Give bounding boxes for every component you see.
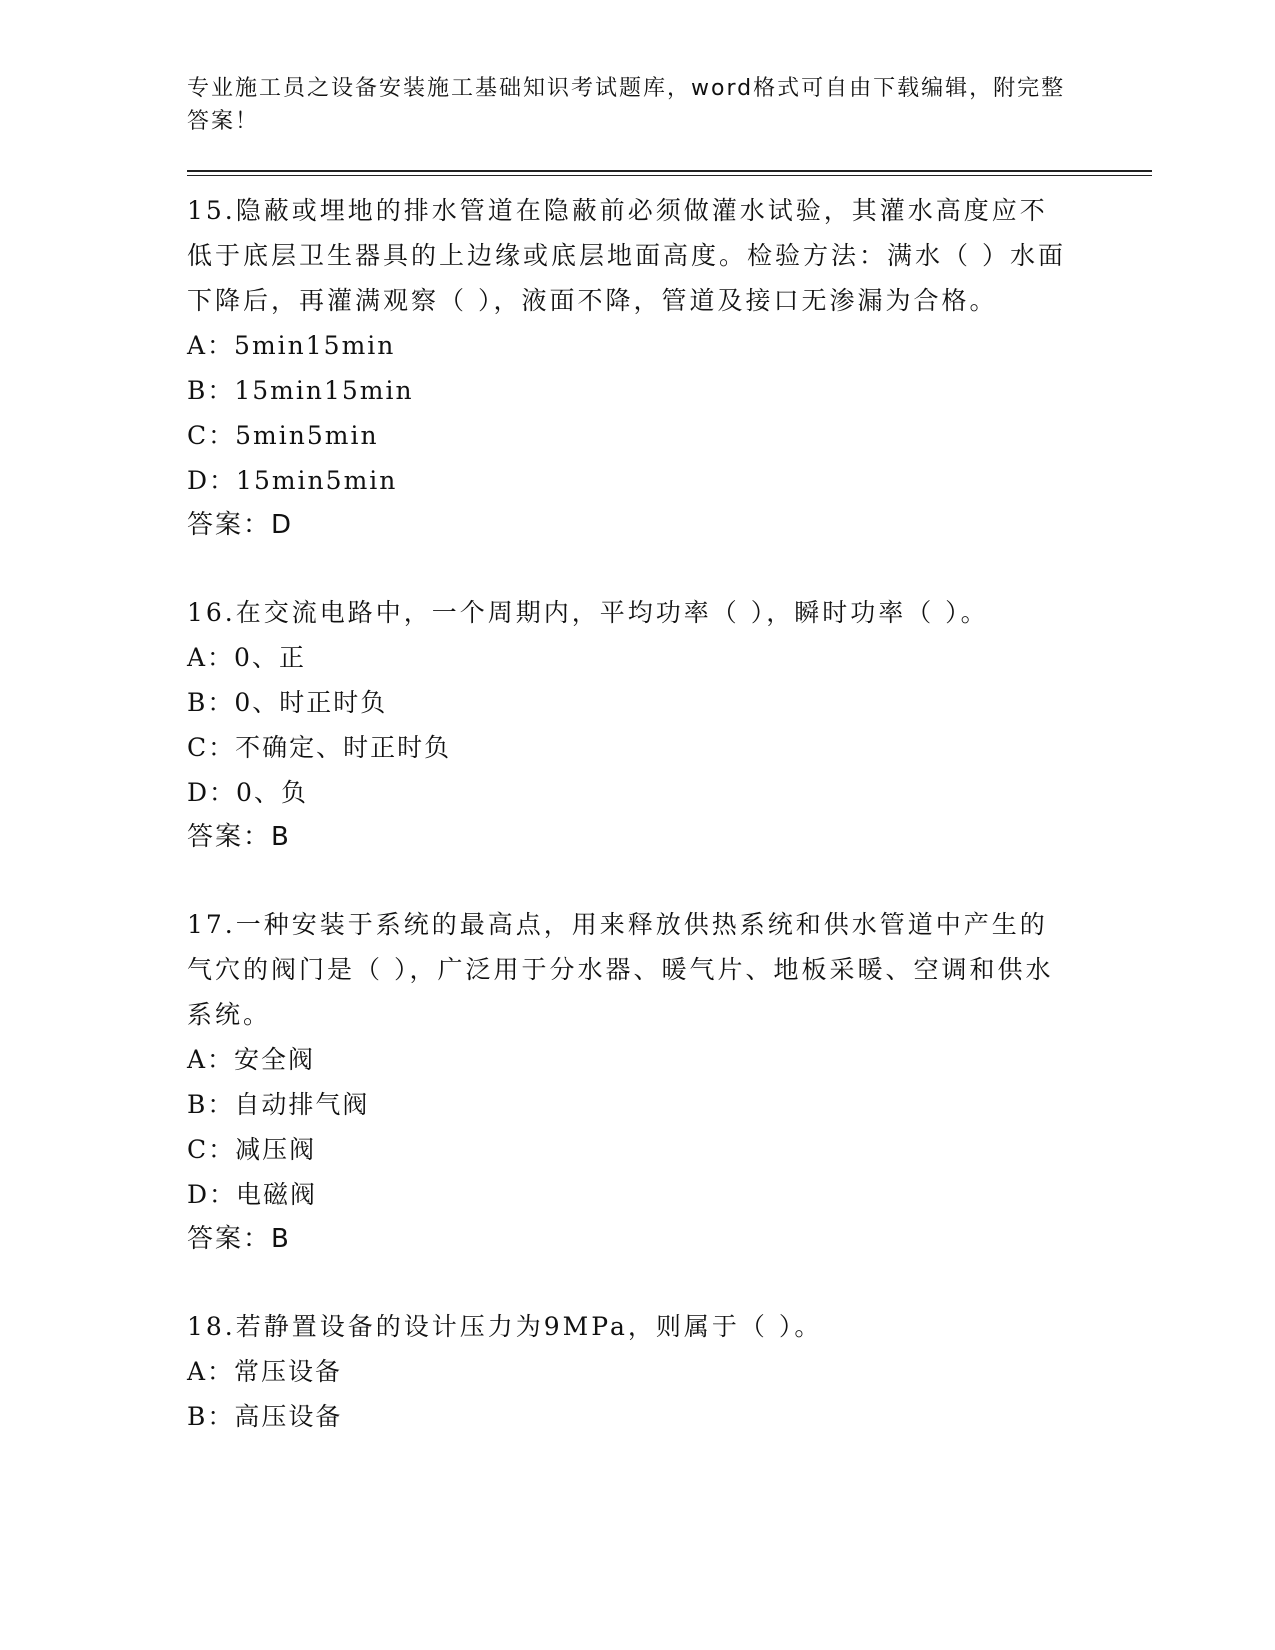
question-16 <box>187 590 1147 860</box>
option-b: B：0、时正时负 <box>187 688 388 717</box>
option-c: C：5min5min <box>187 421 379 450</box>
question-text: 17.一种安装于系统的最高点，用来释放供热系统和供水管道中产生的气穴的阀门是（ ），广泛用于分水器、暖气片、地板采暖、空调和供水系统。 <box>187 910 1054 1029</box>
answer: 答案：B <box>187 822 291 852</box>
header-divider <box>187 170 1152 176</box>
option-a: A：常压设备 <box>187 1357 343 1386</box>
question-17 <box>187 902 1147 1262</box>
question-text: 15.隐蔽或埋地的排水管道在隐蔽前必须做灌水试验，其灌水高度应不低于底层卫生器具的上边缘或底层地面高度。检验方法：满水（ ）水面下降后，再灌满观察（ ），液面不降，管道及接口无渗漏为合格。 <box>187 196 1066 315</box>
option-a: A：0、正 <box>187 643 306 672</box>
question-text: 18.若静置设备的设计压力为9MPa，则属于（ ）。 <box>187 1312 823 1341</box>
option-d: D：电磁阀 <box>187 1180 318 1209</box>
answer: 答案：B <box>187 1224 291 1254</box>
option-d: D：0、负 <box>187 778 308 807</box>
question-18 <box>187 1304 1147 1439</box>
question-15 <box>187 188 1147 548</box>
option-c: C：减压阀 <box>187 1135 317 1164</box>
option-a: A：安全阀 <box>187 1045 316 1074</box>
document-page <box>187 72 1147 1439</box>
document-header: 专业施工员之设备安装施工基础知识考试题库，word格式可自由下载编辑，附完整答案！ <box>187 76 1066 134</box>
option-b: B：高压设备 <box>187 1402 343 1431</box>
option-c: C：不确定、时正时负 <box>187 733 452 762</box>
option-b: B：15min15min <box>187 376 414 405</box>
question-text: 16.在交流电路中，一个周期内，平均功率（ ），瞬时功率（ ）。 <box>187 598 989 627</box>
option-b: B：自动排气阀 <box>187 1090 370 1119</box>
option-a: A：5min15min <box>187 331 396 360</box>
option-d: D：15min5min <box>187 466 398 495</box>
answer: 答案：D <box>187 510 294 540</box>
